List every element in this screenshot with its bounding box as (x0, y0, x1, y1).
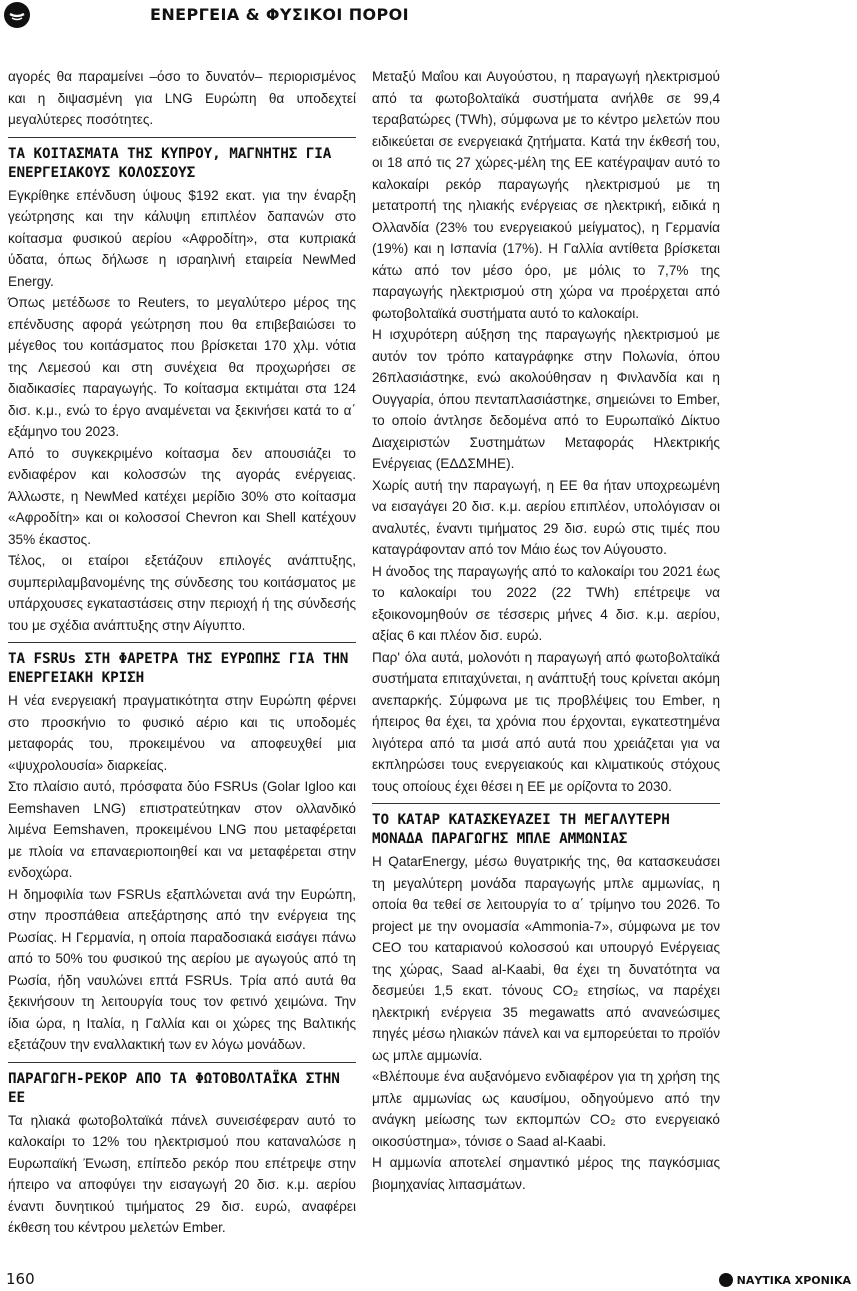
paragraph: Η QatarEnergy, μέσω θυγατρικής της, θα κατασκευάσει τη μεγαλύτερη μονάδα παραγωγής μπλε αμμωνίας, η οποία θα τεθεί σε λειτουργία το α΄ τρίμηνο του 2026. Το project με την ονομασία «Ammonia-7», σύμφωνα με τον CEO του καταριανού κολοσσού και υπουργό Ενέργειας της χώρας, Saad al-Kaabi, θα έχει τη δυνατότητα να δεσμεύει 1,5 εκατ. τόνους CO₂ ετησίως, να παρέχει ηλεκτρική ενέργεια 35 megawatts από ανανεώσιμες πηγές μέσω ηλιακών πάνελ και να εμπορεύεται το προϊόν ως μπλε αμμωνία. (372, 854, 720, 1063)
page-number: 160 (6, 1270, 35, 1288)
paragraph: Χωρίς αυτή την παραγωγή, η ΕΕ θα ήταν υποχρεωμένη να εισαγάγει 20 δισ. κ.μ. αερίου επιπλέον, υπολόγισαν οι αναλυτές, έναντι τιμήματος 29 δισ. ευρώ στις τιμές που καταγράφονταν από τον Μάιο έως τον Αύγουστο. (372, 477, 720, 557)
article-fsru (8, 650, 356, 1056)
paragraph: Η άνοδος της παραγωγής από το καλοκαίρι του 2021 έως το καλοκαίρι του 2022 (22 TWh) επέτρεψε να εξοικονομηθούν σε τέσσερις μήνες 4 δισ. κ.μ. αερίου, αξίας 6 και πλέον δισ. ευρώ. (372, 563, 720, 643)
qatar-heading: ΤΟ ΚΑΤΑΡ ΚΑΤΑΣΚΕΥΑΖΕΙ ΤΗ ΜΕΓΑΛΥΤΕΡΗ ΜΟΝΑΔΑ ΠΑΡΑΓΩΓΗΣ ΜΠΛΕ ΑΜΜΩΝΙΑΣ (372, 812, 670, 847)
magazine-logo-icon (4, 2, 30, 28)
paragraph: Από το συγκεκριμένο κοίτασμα δεν απουσιάζει το ενδιαφέρον και κολοσσών της αγοράς ενέργειας. Άλλωστε, η NewMed κατέχει μερίδιο 30% στο κοίτασμα «Αφροδίτη» και οι κολοσσοί Chevron και Shell κατέχουν 35% έκαστος. (8, 445, 356, 547)
article-solar (8, 1070, 356, 1239)
section-divider (372, 803, 720, 804)
brand-logo-icon (719, 1273, 733, 1287)
section-divider (8, 1062, 356, 1063)
right-column (372, 66, 720, 1195)
solar-heading: ΠΑΡΑΓΩΓΗ-ΡΕΚΟΡ ΑΠΟ ΤΑ ΦΩΤΟΒΟΛΤΑΪΚΑ ΣΤΗΝ ΕΕ (8, 1070, 340, 1106)
fsru-heading: ΤΑ FSRUs ΣΤΗ ΦΑΡΕΤΡΑ ΤΗΣ ΕΥΡΩΠΗΣ ΓΙΑ ΤΗΝ ΕΝΕΡΓΕΙΑΚΗ ΚΡΙΣΗ (8, 651, 349, 686)
paragraph: Η δημοφιλία των FSRUs εξαπλώνεται ανά την Ευρώπη, στην προσπάθεια απεξάρτησης από την ενέργεια της Ρωσίας. Η Γερμανία, η οποία παραδοσιακά εισάγει πάνω από το 50% του φυσικού της αερίου με αγωγούς από τη Ρωσία, ήδη ναυλώνει επτά FSRUs. Τρία από αυτά θα ξεκινήσουν τη λειτουργία τους τον φετινό χειμώνα. Την ίδια ώρα, η Ιταλία, η Γαλλία και οι χώρες της Βαλτικής εξετάζουν την εναλλακτική των εν λόγω μονάδων. (8, 886, 356, 1052)
paragraph: Η ισχυρότερη αύξηση της παραγωγής ηλεκτρισμού με αυτόν τον τρόπο καταγράφηκε στην Πολωνία, όπου 26πλασιάστηκε, ενώ ακολούθησαν η Φινλανδία και η Ουγγαρία, όπου πενταπλασιάστηκε, σημειώνει το Ember, το οποίο άντλησε δεδομένα από το Ευρωπαϊκό Δίκτυο Διαχειριστών Συστημάτων Μεταφοράς Ηλεκτρικής Ενέργειας (ΕΔΔΣΜΗΕ). (372, 327, 720, 471)
paragraph: Στο πλαίσιο αυτό, πρόσφατα δύο FSRUs (Golar Igloo και Eemshaven LNG) επιστρατεύτηκαν στον ολλανδικό λιμένα Eemshaven, προκειμένου LNG που μεταφέρεται με πλοία να επαναεριοποιηθεί και να μεταφέρεται στην ενδοχώρα. (8, 779, 356, 880)
paragraph: Η νέα ενεργειακή πραγματικότητα στην Ευρώπη φέρνει στο προσκήνιο το φυσικό αέριο και τις υποδομές μεταφοράς του, προκειμένου να αποφευχθεί μια «ψυχρολουσία» διαρκείας. (8, 693, 356, 773)
brand-name: ΝΑΥΤΙΚΑ ΧΡΟΝΙΚΑ (736, 1273, 851, 1287)
paragraph: Τα ηλιακά φωτοβολταϊκά πάνελ συνεισέφεραν αυτό το καλοκαίρι το 12% του ηλεκτρισμού που καταναλώσε η Ευρωπαϊκή Ένωση, επίπεδο ρεκόρ που επέτρεψε στην ήπειρο να αποφύγει την εισαγωγή 20 δισ. κ.μ. αερίου έναντι δυνητικού τιμήματος 29 δισ. ευρώ, αναφέρει έκθεση του κέντρου μελετών Ember. (8, 1112, 356, 1235)
article-cyprus (8, 145, 356, 637)
intro-paragraph: αγορές θα παραμείνει –όσο το δυνατόν– περιορισμένος και η διψασμένη για LNG Ευρώπη θα υποδεχτεί μεγαλύτερες ποσότητες. (8, 69, 356, 127)
paragraph: Εγκρίθηκε επένδυση ύψους $192 εκατ. για την έναρξη γεώτρησης και την κάλυψη επιπλέον δαπανών στο κοίτασμα φυσικού αερίου «Αφροδίτη», στα κυπριακά ύδατα, όπως δήλωσε η ισραηλινή εταιρεία NewMed Energy. (8, 187, 356, 289)
article-solar-continued (372, 66, 720, 797)
paragraph: Μεταξύ Μαΐου και Αυγούστου, η παραγωγή ηλεκτρισμού από τα φωτοβολταϊκά συστήματα ανήλθε σε 99,4 τεραβατώρες (TWh), σύμφωνα με το κέντρο μελετών που ειδικεύεται σε ενεργειακά ζητήματα. Κατά την έκθεσή του, οι 18 από τις 27 χώρες-μέλη της ΕΕ κατέγραψαν αυτό το καλοκαίρι ρεκόρ παραγωγής ηλεκτρισμού με τη μετατροπή της ηλιακής ενέργειας σε ηλεκτρική, ειδικά η Ολλανδία (23% του ενεργειακού μείγματος), η Γερμανία (19%) και η Ισπανία (17%). Η Γαλλία αντίθετα βρίσκεται κάτω από τον μέσο όρο, με μόλις το 7,7% της παραγωγής ηλεκτρισμού στη χώρα να προέρχεται από φωτοβολταϊκά συστήματα αυτό το καλοκαίρι. (372, 69, 720, 321)
paragraph: Η αμμωνία αποτελεί σημαντικό μέρος της παγκόσμιας βιομηχανίας λιπασμάτων. (372, 1155, 720, 1192)
paragraph: «Βλέπουμε ένα αυξανόμενο ενδιαφέρον για τη χρήση της μπλε αμμωνίας ως καυσίμου, οδηγούμενο από την ανάγκη μείωσης των εκπομπών CO₂ στο ενεργειακό οικοσύστημα», τόνισε ο Saad al-Kaabi. (372, 1069, 720, 1149)
left-column (8, 66, 356, 1239)
article-qatar (372, 811, 720, 1195)
page-header (0, 0, 857, 30)
cyprus-heading: ΤΑ ΚΟΙΤΑΣΜΑΤΑ ΤΗΣ ΚΥΠΡΟΥ, ΜΑΓΝΗΤΗΣ ΓΙΑ ΕΝΕΡΓΕΙΑΚΟΥΣ ΚΟΛΟΣΣΟΥΣ (8, 145, 332, 181)
paragraph: Τέλος, οι εταίροι εξετάζουν επιλογές ανάπτυξης, συμπεριλαμβανομένης της σύνδεσης του κοιτάσματος με υπάρχουσες εγκαταστάσεις στην περιοχή ή της σύνδεσής του με σχέδια ανάπτυξης στην Αίγυπτο. (8, 553, 356, 633)
footer-brand (719, 1273, 851, 1287)
paragraph: Όπως μετέδωσε το Reuters, το μεγαλύτερο μέρος της επένδυσης αφορά γεώτρηση που θα επιβεβαιώσει το μέγεθος του κοιτάσματος που βρίσκεται 170 χλμ. νότια της Λεμεσού και στη συνέχεια θα προχωρήσει σε διαδικασίες παραγωγής. Το κοίτασμα εκτιμάται στα 124 δισ. κ.μ., ενώ το έργο αναμένεται να ξεκινήσει κατά το α΄ εξάμηνο του 2023. (8, 295, 356, 439)
section-divider (8, 137, 356, 138)
paragraph: Παρ' όλα αυτά, μολονότι η παραγωγή από φωτοβολταϊκά συστήματα επιταχύνεται, η ανάπτυξή τους κρίνεται ακόμη ανεπαρκής. Σύμφωνα με τις προβλέψεις του Ember, η ήπειρος θα έχει, τα χρόνια που έρχονται, εγκατεστημένα λιγότερα από τα μισά από αυτά που χρειάζεται για να εκπληρώσει τους ενεργειακούς και κλιματικούς στόχους τους οποίους έχει θέσει η ΕΕ με ορίζοντα το 2030. (372, 649, 720, 794)
section-title: ΕΝΕΡΓΕΙΑ & ΦΥΣΙΚΟΙ ΠΟΡΟΙ (150, 5, 409, 24)
section-divider (8, 642, 356, 643)
